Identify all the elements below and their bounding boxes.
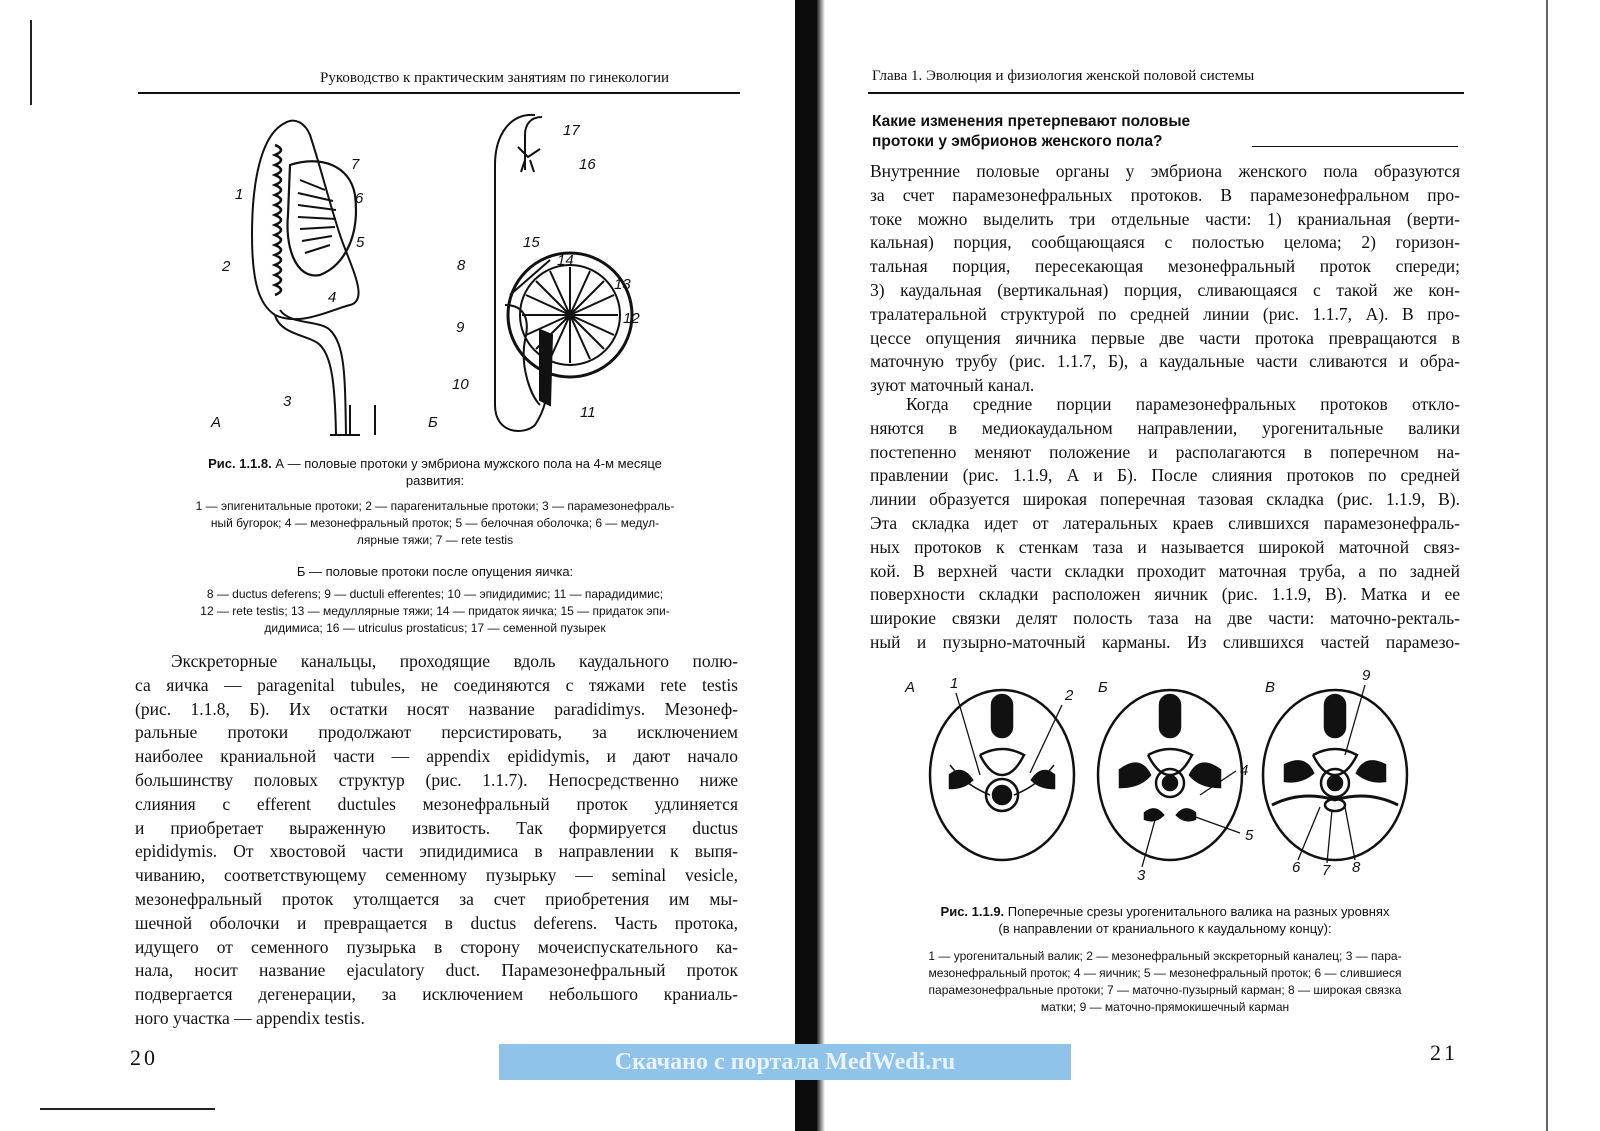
running-head: Руководство к практическим занятиям по гинекологии	[320, 70, 670, 86]
heading-line: Какие изменения претерпевают половые	[872, 113, 1191, 130]
figure-label: 12	[623, 310, 640, 327]
body-paragraph	[135, 650, 738, 1031]
legend-line: 1 — эпигенитальные протоки; 2 — парагенитальные протоки; 3 — парамезонефраль-	[195, 499, 675, 513]
figure-label: 7	[351, 156, 360, 173]
caption-text: развития:	[405, 473, 465, 488]
text-line: токе можно выделить три отдельные части: 1) краниальная (верти-	[870, 208, 1460, 229]
figure-label: 8	[1352, 859, 1361, 876]
text-line: (рис. 1.1.8, Б). Их остатки носят название paradidimys. Мезонеф-	[135, 698, 738, 719]
figure-label: 13	[614, 276, 631, 293]
text-line: подвергается дегенерации, за исключением небольшого краниаль-	[135, 984, 738, 1005]
legend-line: 1 — урогенитальный валик; 2 — мезонефральный экскреторный каналец; 3 — пара-	[928, 949, 1402, 963]
text-line: ный и пузырно-маточный карманы. Из слившихся частей парамезо-	[870, 631, 1460, 652]
section-c-drawing	[1263, 690, 1407, 860]
legend-line: дидимиса; 16 — utriculus prostaticus; 17 — семенной пузырек	[264, 621, 606, 635]
header-rule	[138, 92, 740, 94]
text-line: са яичка — paragenital tubules, не соединяются с тяжами rete testis	[135, 674, 738, 695]
figure-label: 16	[579, 156, 596, 173]
right-page	[820, 0, 1600, 1131]
text-line: идущего от семенного пузырька в сторону мочеиспускательного ка-	[135, 936, 738, 957]
text-line: широкие связки делят полость таза на две части: маточно-ректаль-	[870, 608, 1460, 629]
section-b-drawing	[1098, 690, 1242, 860]
figure-1-1-9	[880, 655, 1480, 885]
text-line: постепенно меняют положение и располагаются в поперечном на-	[870, 441, 1460, 462]
figure-label: 10	[452, 376, 469, 393]
legend-line: 12 — rete testis; 13 — медуллярные тяжи; 14 — придаток яичка; 15 — придаток эпи-	[200, 604, 670, 618]
panel-label: Б	[428, 414, 438, 431]
caption-number: Рис. 1.1.9.	[940, 904, 1005, 919]
figure-legend-b	[130, 586, 740, 637]
legend-line: мезонефральный проток; 4 — яичник; 5 — мезонефральный проток; 6 — слившиеся	[928, 966, 1402, 980]
panel-label: А	[211, 414, 222, 431]
text-line: Эта складка идет от латеральных краев слившихся парамезонефраль-	[870, 512, 1460, 533]
left-page	[0, 0, 790, 1131]
figure-1-1-8	[180, 105, 680, 445]
page-number: 21	[1430, 1040, 1458, 1065]
text-line: кой. В верхней части складки проходит маточная труба, а по задней	[870, 560, 1460, 581]
caption-text: Поперечные срезы урогенитального валика на разных уровнях	[1004, 904, 1390, 919]
figure-label: 5	[356, 234, 365, 251]
text-line: мезонефральный проток утолщается за счет приобретения им мы-	[135, 888, 738, 909]
text-line: и приобретает выраженную извитость. Так формируется ductus	[135, 817, 738, 838]
figure-label: 9	[456, 319, 465, 336]
text-line: правлении (рис. 1.1.9, А и Б). После слияния протоков по средней	[870, 465, 1460, 486]
text-line: линии образуется широкая поперечная тазовая складка (рис. 1.1.9, В).	[870, 489, 1460, 510]
figure-label: 3	[1137, 867, 1146, 884]
caption-text: А — половые протоки у эмбриона мужского пола на 4-м месяце	[271, 456, 662, 471]
figure-label: 2	[1065, 687, 1074, 704]
text-line: 3) каудальная (вертикальная) порция, сливающаяся с такой же кон-	[870, 279, 1460, 300]
panel-label: Б	[1098, 679, 1108, 696]
figure-label: 3	[283, 393, 292, 410]
legend-line: матки; 9 — маточно-прямокишечный карман	[1040, 1000, 1290, 1014]
figure-label: 6	[355, 190, 364, 207]
figure-legend	[860, 948, 1470, 1016]
figure-label: 11	[580, 404, 596, 421]
section-a-drawing	[930, 690, 1074, 860]
figure-label: 9	[1362, 667, 1371, 684]
section-question-heading	[872, 112, 1190, 152]
figure-label: 4	[1240, 762, 1249, 779]
text-line: маточную трубу (рис. 1.1.7, Б), а каудальные части сливаются и обра-	[870, 351, 1460, 372]
legend-line: парамезонефральные протоки; 7 — маточно-пузырный карман; 8 — широкая связка	[928, 983, 1402, 997]
figure-label: 2	[222, 258, 231, 275]
text-line: няются в медиокаудальном направлении, урогенитальные валики	[870, 417, 1460, 438]
text-line: большинству половых структур (рис. 1.1.7). Непосредственно ниже	[135, 769, 738, 790]
text-line: ральные протоки продолжают персистировать, за исключением	[135, 722, 738, 743]
figure-caption-b	[130, 563, 740, 580]
text-line: цессе опущения яичника первые две части протока превращаются в	[870, 327, 1460, 348]
text-line: чиванию, соответствующему семенному пузырьку — seminal vesicle,	[135, 865, 738, 886]
figure-label: 17	[563, 122, 580, 139]
text-line: зуют маточный канал.	[870, 375, 1035, 396]
text-line: слияния с efferent ductules мезонефральный проток удлиняется	[135, 793, 738, 814]
panel-b-drawing	[495, 115, 632, 431]
text-line: кальная) порция, сообщающаяся с полостью целома; 2) горизон-	[870, 232, 1460, 253]
figure-label: 14	[557, 252, 574, 269]
figure-label: 5	[1245, 827, 1254, 844]
caption-text: (в направлении от краниального к каудальному концу):	[998, 921, 1332, 936]
text-line: поверхности складки расположен яичник (рис. 1.1.9, В). Матка и ее	[870, 584, 1460, 605]
book-spine	[795, 0, 817, 1131]
body-paragraph	[870, 160, 1460, 398]
text-line: тальная порция, пересекающая мезонефральный проток спереди;	[870, 256, 1460, 277]
watermark-banner: Скачано с портала MedWedi.ru	[499, 1044, 1071, 1080]
caption-number: Рис. 1.1.8.	[208, 456, 272, 471]
figure-label: 6	[1292, 859, 1301, 876]
text-line: ного участка — appendix testis.	[135, 1007, 365, 1028]
panel-label: А	[905, 679, 916, 696]
page-number: 20	[130, 1045, 158, 1070]
heading-line: протоки у эмбрионов женского пола?	[872, 133, 1163, 150]
figure-caption	[860, 903, 1470, 937]
text-line: Экскреторные канальцы, проходящие вдоль каудального полю-	[171, 651, 738, 671]
text-line: наиболее краниальной части — appendix epididymis, и дают начало	[135, 746, 738, 767]
text-line: нала, носит название ejaculatory duct. Парамезонефральный проток	[135, 960, 738, 981]
text-line: тралатеральной структурой по средней линии (рис. 1.1.7, А). В про-	[870, 303, 1460, 324]
figure-label: 15	[523, 234, 540, 251]
text-line: epididymis. От хвостовой части эпидидимиса в направлении к выпя-	[135, 841, 738, 862]
figure-label: 7	[1322, 862, 1331, 879]
text-line: Внутренние половые органы у эмбриона женского пола образуются	[870, 161, 1460, 181]
panel-label: В	[1265, 679, 1276, 696]
header-rule	[868, 92, 1464, 94]
text-line: шечной оболочки и превращается в ductus deferens. Часть протока,	[135, 912, 738, 933]
figure-label: 4	[328, 289, 337, 306]
text-line: за счет парамезонефральных протоков. В парамезонефральном про-	[870, 184, 1460, 205]
figure-legend	[130, 498, 740, 549]
caption-text: Б — половые протоки после опущения яичка:	[296, 564, 574, 579]
legend-line: ный бугорок; 4 — мезонефральный проток; 5 — белочная оболочка; 6 — медул-	[210, 516, 660, 530]
text-line: ных протоков к стенкам таза и называется широкой маточной связ-	[870, 536, 1460, 557]
heading-rule	[1252, 146, 1458, 147]
legend-line: 8 — ductus deferens; 9 — ductuli efferentes; 10 — эпидидимис; 11 — парадидимис;	[206, 587, 664, 601]
figure-label: 1	[235, 186, 244, 203]
running-head: Глава 1. Эволюция и физиология женской половой системы	[872, 68, 1255, 84]
figure-caption	[130, 455, 740, 489]
body-paragraph	[870, 393, 1460, 655]
figure-label: 8	[457, 257, 466, 274]
text-line: Когда средние порции парамезонефральных протоков откло-	[906, 394, 1460, 414]
figure-label: 1	[950, 675, 959, 692]
legend-line: лярные тяжи; 7 — rete testis	[356, 533, 514, 547]
figure-1-1-8-labels	[210, 122, 640, 431]
